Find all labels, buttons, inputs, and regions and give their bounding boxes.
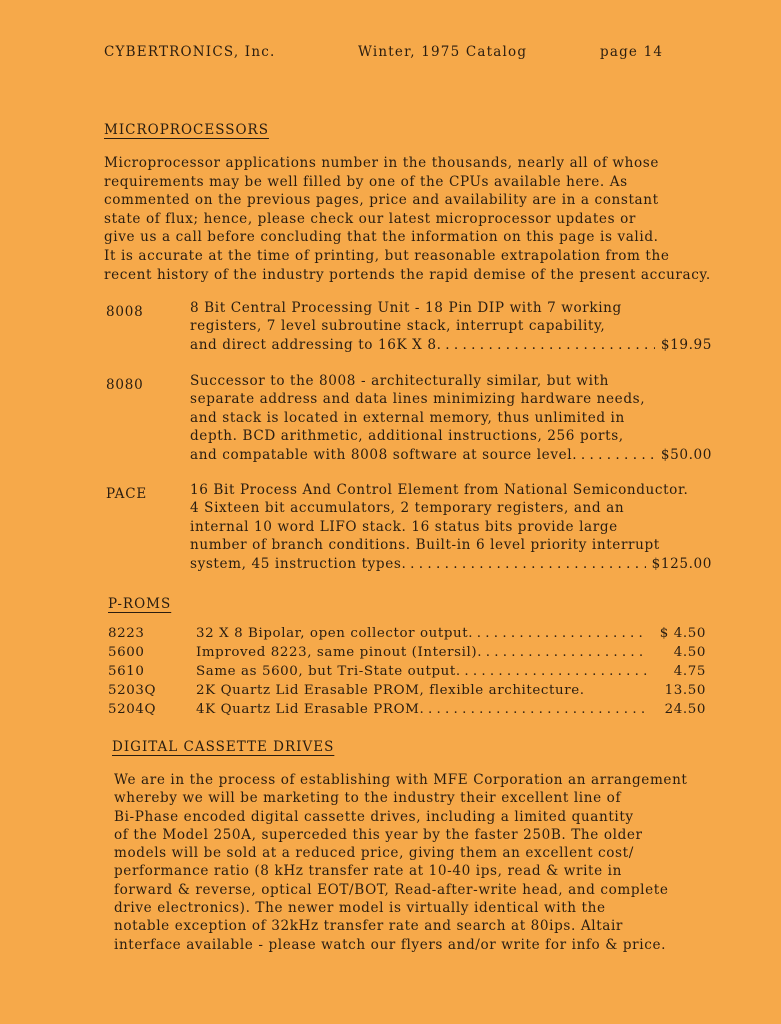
description-text: system, 45 instruction types (190, 555, 402, 572)
prom-row (0, 702, 781, 720)
part-code-8080: 8080 (106, 377, 144, 393)
microprocessors-intro (104, 154, 711, 284)
description-line: 8 Bit Central Processing Unit - 18 Pin DIP with 7 working (190, 300, 622, 316)
prom-description: 4K Quartz Lid Erasable PROM (196, 702, 420, 717)
dot-leader (456, 664, 648, 679)
part-description-pace (190, 481, 712, 573)
prom-description-row (196, 702, 706, 717)
description-line: depth. BCD arithmetic, additional instructions, 256 ports, (190, 428, 624, 445)
body-line: interface available - please watch our flyers and/or write for info & price. (114, 936, 667, 953)
price: $19.95 (660, 336, 712, 353)
body-line: drive electronics). The newer model is virtually identical with the (114, 900, 606, 917)
body-line: We are in the process of establishing with MFE Corporation an arrangement (114, 772, 688, 788)
dot-leader (477, 645, 648, 660)
description-line-priced (190, 555, 712, 573)
description-line: internal 10 word LIFO stack. 16 status bits provide large (190, 518, 618, 535)
description-line-priced (190, 446, 712, 464)
intro-line: commented on the previous pages, price and availability are in a constant (104, 192, 659, 209)
description-line: 16 Bit Process And Control Element from National Semiconductor. (190, 482, 689, 498)
prom-row (0, 664, 781, 682)
dot-leader (572, 446, 655, 464)
description-text: and direct addressing to 16K X 8 (190, 336, 437, 353)
dot-leader (401, 555, 645, 573)
description-line-priced (190, 336, 712, 354)
body-line: of the Model 250A, superceded this year by the faster 250B. The older (114, 826, 643, 843)
prom-price: $ 4.50 (659, 626, 706, 641)
prom-description-row (196, 683, 706, 698)
prom-code: 5204Q (108, 702, 157, 717)
intro-line: requirements may be well filled by one of the CPUs available here. As (104, 173, 628, 190)
description-line: number of branch conditions. Built-in 6 level priority interrupt (190, 537, 660, 554)
description-line: and stack is located in external memory, thus unlimited in (190, 409, 625, 426)
body-line: whereby we will be marketing to the industry their excellent line of (114, 790, 622, 807)
company-name: CYBERTRONICS, Inc. (104, 44, 276, 60)
description-line: registers, 7 level subroutine stack, interrupt capability, (190, 318, 606, 335)
price: $50.00 (660, 446, 712, 463)
description-line: Successor to the 8008 - architecturally similar, but with (190, 373, 609, 389)
intro-line: Microprocessor applications number in the thousands, nearly all of whose (104, 155, 660, 171)
part-description-8008 (190, 299, 712, 354)
prom-description: Same as 5600, but Tri-State output (196, 664, 456, 679)
prom-description-row (196, 664, 706, 679)
part-code-pace: PACE (106, 486, 147, 502)
section-heading-cassette-drives: DIGITAL CASSETTE DRIVES (112, 739, 335, 755)
intro-line: state of flux; hence, please check our latest microprocessor updates or (104, 210, 636, 227)
prom-price: 4.50 (673, 645, 706, 660)
body-line: notable exception of 32kHz transfer rate and search at 80ips. Altair (114, 918, 624, 935)
section-heading-proms: P-ROMS (108, 596, 172, 612)
price: $125.00 (651, 555, 712, 572)
description-text: and compatable with 8008 software at source level (190, 446, 573, 463)
prom-price: 24.50 (664, 702, 706, 717)
part-description-8080 (190, 372, 712, 464)
prom-price: 4.75 (673, 664, 706, 679)
prom-code: 5203Q (108, 683, 157, 698)
page-number: page 14 (600, 44, 664, 60)
prom-price: 13.50 (664, 683, 706, 698)
intro-line: give us a call before concluding that the information on this page is valid. (104, 229, 659, 246)
prom-description: 32 X 8 Bipolar, open collector output (196, 626, 469, 641)
prom-code: 5610 (108, 664, 145, 679)
description-line: 4 Sixteen bit accumulators, 2 temporary registers, and an (190, 500, 625, 517)
part-code-8008: 8008 (106, 304, 144, 320)
body-line: Bi-Phase encoded digital cassette drives, including a limited quantity (114, 808, 634, 825)
description-line: separate address and data lines minimizing hardware needs, (190, 391, 646, 408)
body-line: performance ratio (8 kHz transfer rate at 10-40 ips, read & write in (114, 863, 622, 880)
prom-code: 5600 (108, 645, 145, 660)
body-line: forward & reverse, optical EOT/BOT, Read-after-write head, and complete (114, 881, 669, 898)
prom-row (0, 626, 781, 644)
catalog-title: Winter, 1975 Catalog (358, 44, 528, 60)
cassette-drives-body (114, 771, 688, 954)
dot-leader (468, 626, 648, 641)
prom-code: 8223 (108, 626, 145, 641)
section-heading-microprocessors: MICROPROCESSORS (104, 122, 269, 138)
intro-line: It is accurate at the time of printing, but reasonable extrapolation from the (104, 247, 670, 264)
body-line: models will be sold at a reduced price, giving them an excellent cost/ (114, 845, 634, 862)
prom-description: Improved 8223, same pinout (Intersil) (196, 645, 478, 660)
intro-line: recent history of the industry portends the rapid demise of the present accuracy. (104, 266, 711, 283)
dot-leader (420, 702, 649, 717)
dot-leader (437, 336, 655, 354)
prom-row (0, 683, 781, 701)
prom-description-row (196, 645, 706, 660)
prom-row (0, 645, 781, 663)
prom-description-row (196, 626, 706, 641)
prom-description: 2K Quartz Lid Erasable PROM, flexible architecture. (196, 683, 585, 698)
